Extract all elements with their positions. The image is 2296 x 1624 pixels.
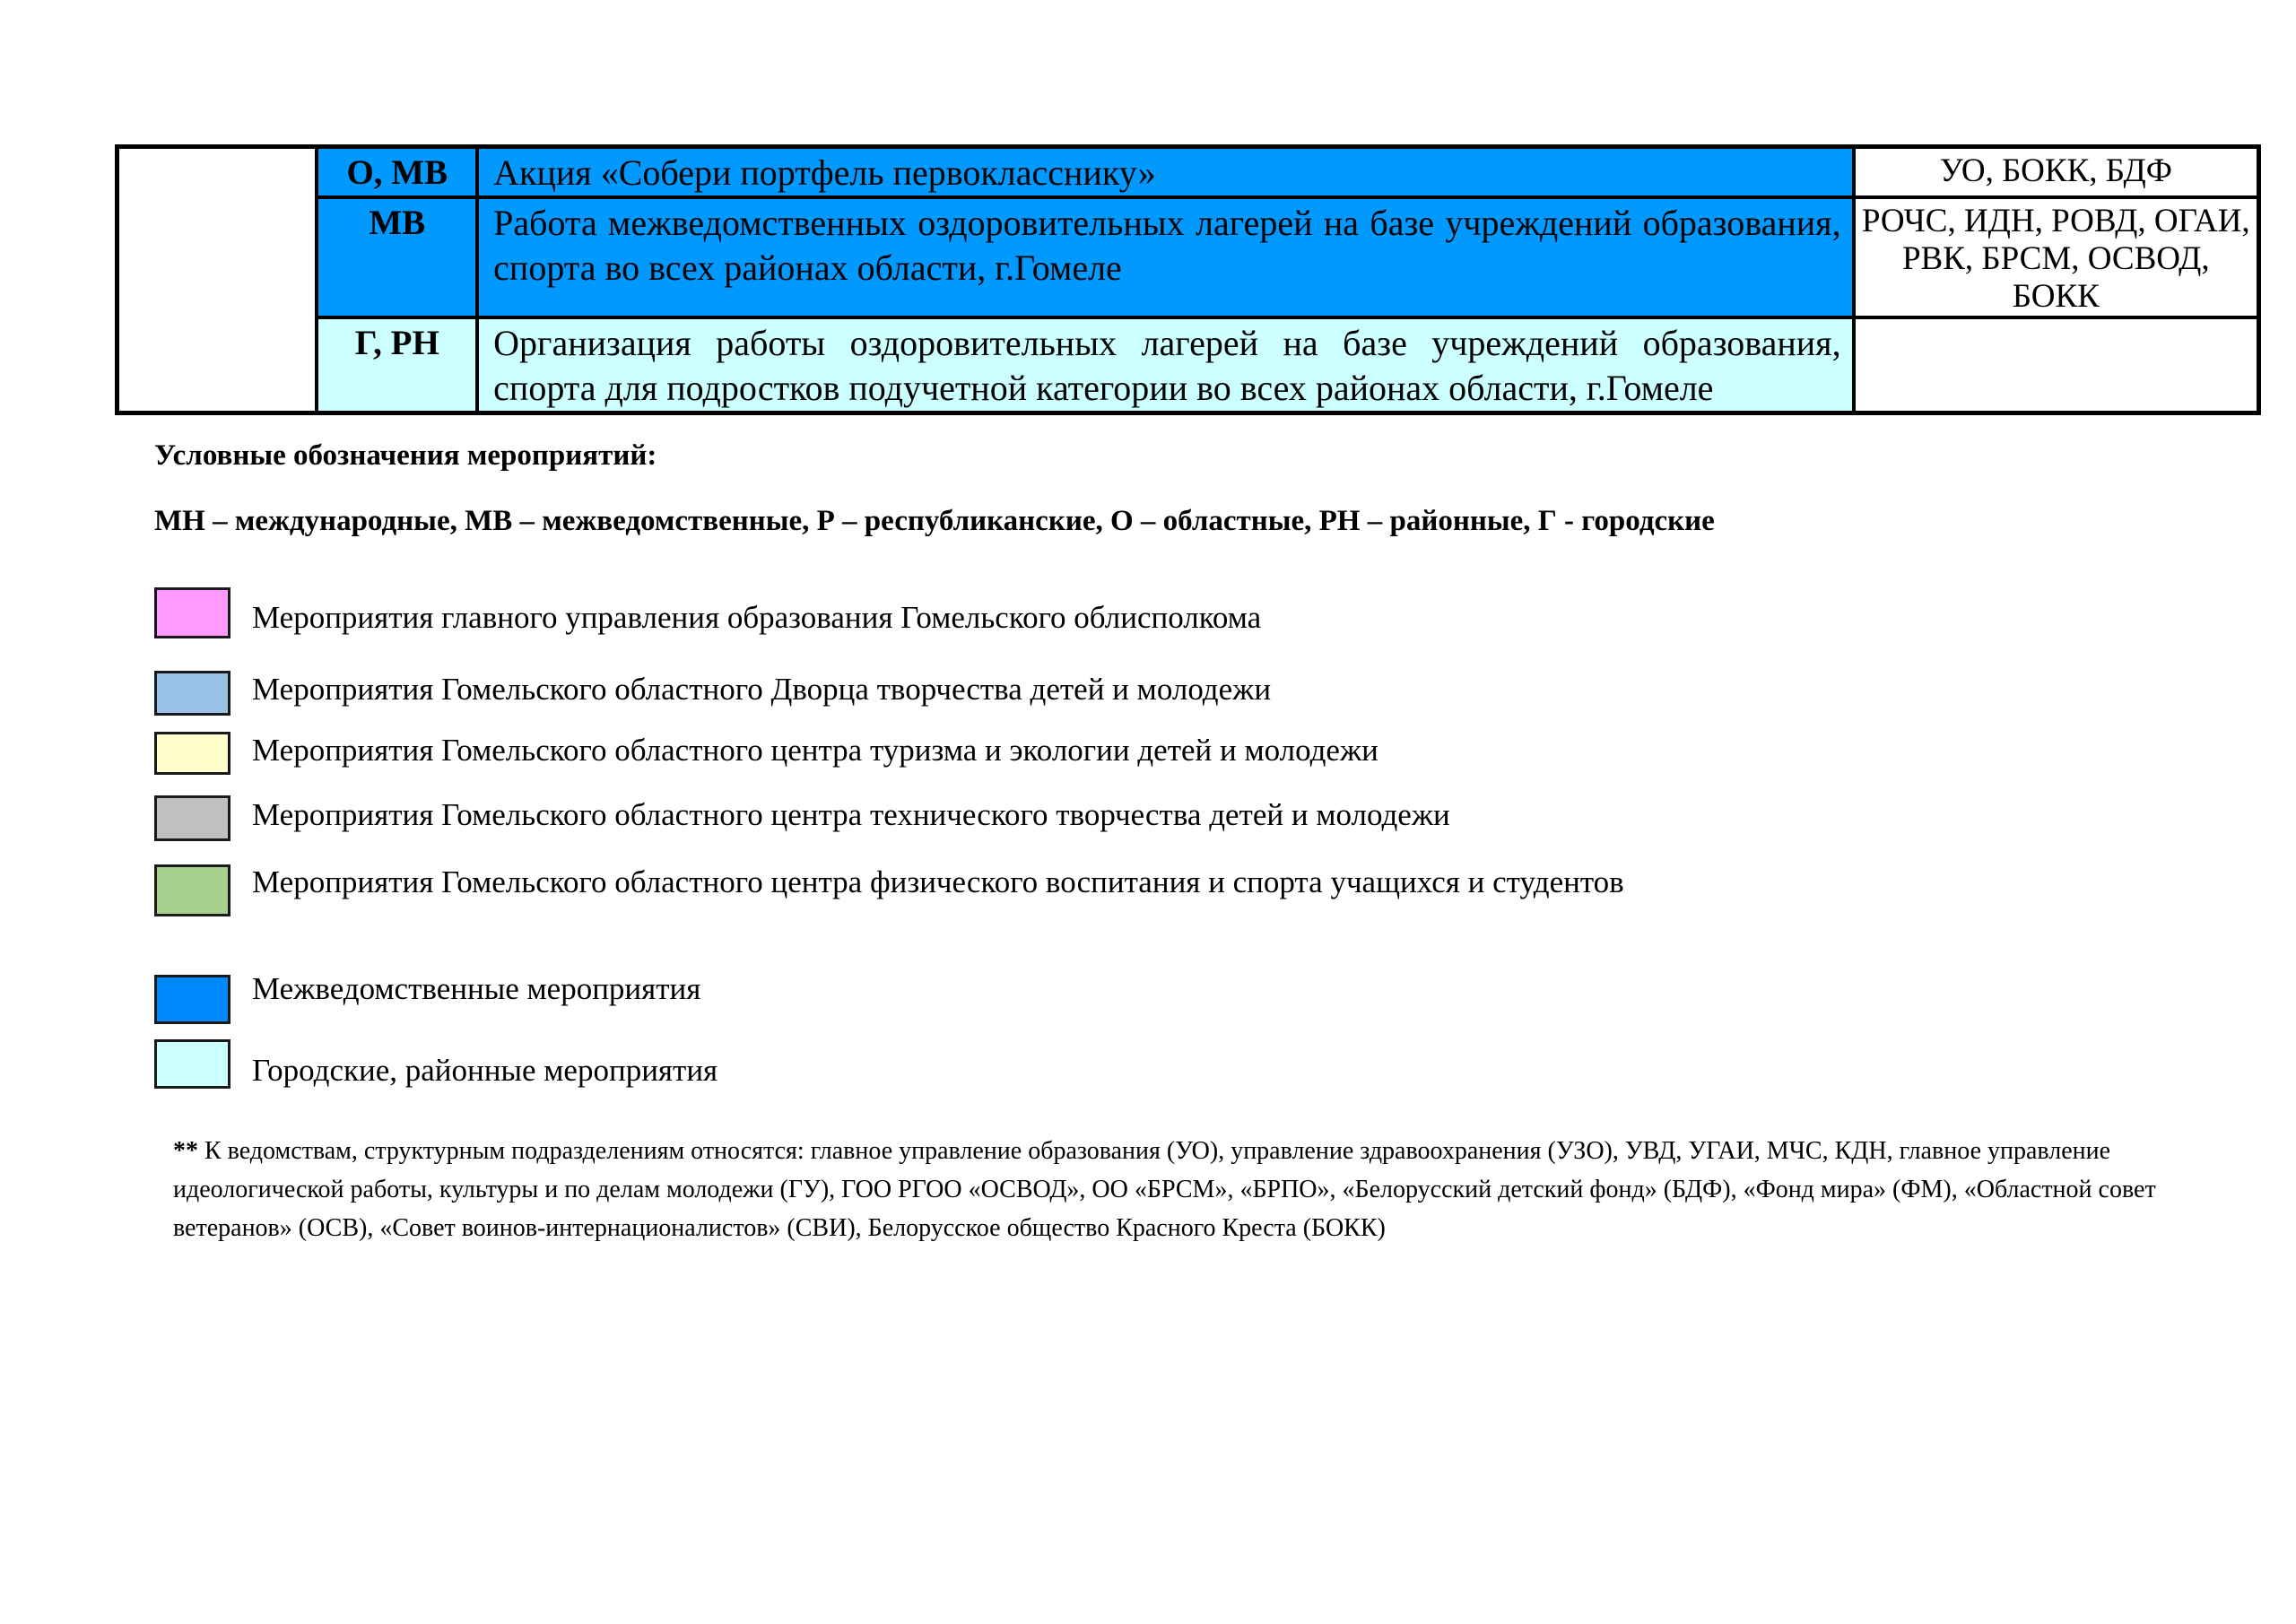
event-organizations: [1854, 317, 2259, 413]
table-row: [117, 197, 2259, 317]
legend-label: Мероприятия главного управления образования Гомельского облисполкома: [252, 600, 1262, 635]
legend-label: Мероприятия Гомельского областного центра туризма и экологии детей и молодежи: [252, 733, 1378, 768]
color-swatch-icon: [154, 864, 230, 916]
legend-label: Мероприятия Гомельского областного Дворца творчества детей и молодежи: [252, 672, 1272, 707]
legend-item: [154, 864, 1624, 916]
event-description: Акция «Собери портфель первокласснику»: [477, 147, 1853, 198]
legend-item: [154, 1039, 718, 1089]
event-level-code: О, МВ: [317, 147, 477, 198]
legend-item: [154, 971, 701, 1024]
legend-item: [154, 587, 1262, 638]
footnote-text: К ведомствам, структурным подразделениям относятся: главное управление образования (УО), управление здравоохранения (УЗО), УВД, УГАИ, МЧС, КДН, главное управление идеологической работы, культуры и по делам молодежи (ГУ), ГОО РГОО «ОСВОД», ОО «БРСМ», «БРПО», «Белорусский детский фонд» (БДФ), «Фонд мира» (ФМ), «Областной совет ветеранов» (ОСВ), «Совет воинов-интернационалистов» (СВИ), Белорусское общество Красного Креста (БОКК): [173, 1137, 2156, 1242]
event-organizations: РОЧС, ИДН, РОВД, ОГАИ, РВК, БРСМ, ОСВОД, БОКК: [1854, 197, 2259, 317]
legend-item: [154, 671, 1272, 716]
legend-abbreviations: МН – международные, МВ – межведомственные, Р – республиканские, О – областные, РН – районные, Г - городские: [154, 505, 1715, 537]
legend-label: Мероприятия Гомельского областного центра физического воспитания и спорта учащихся и студентов: [252, 864, 1624, 899]
color-swatch-icon: [154, 587, 230, 638]
event-description: Организация работы оздоровительных лагерей на базе учреждений образования, спорта для подростков подучетной категории во всех районах области, г.Гомеле: [477, 317, 1853, 413]
legend-label: Межведомственные мероприятия: [252, 971, 701, 1006]
legend-label: Городские, районные мероприятия: [252, 1053, 718, 1088]
table-row: [117, 147, 2259, 198]
events-table: [115, 144, 2261, 415]
table-row: [117, 317, 2259, 413]
color-swatch-icon: [154, 732, 230, 775]
event-level-code: Г, РН: [317, 317, 477, 413]
color-swatch-icon: [154, 671, 230, 716]
date-cell-blank: [117, 147, 317, 413]
footnote-marker: **: [173, 1137, 198, 1165]
event-level-code: МВ: [317, 197, 477, 317]
legend-item: [154, 795, 1450, 841]
legend-item: [154, 732, 1378, 775]
color-swatch-icon: [154, 975, 230, 1024]
color-swatch-icon: [154, 1039, 230, 1089]
legend-label: Мероприятия Гомельского областного центра технического творчества детей и молодежи: [252, 797, 1450, 832]
legend-title: Условные обозначения мероприятий:: [154, 439, 657, 472]
event-description: Работа межведомственных оздоровительных лагерей на базе учреждений образования, спорта во всех районах области, г.Гомеле: [477, 197, 1853, 317]
footnote: [173, 1132, 2182, 1247]
event-organizations: УО, БОКК, БДФ: [1854, 147, 2259, 198]
color-swatch-icon: [154, 795, 230, 841]
